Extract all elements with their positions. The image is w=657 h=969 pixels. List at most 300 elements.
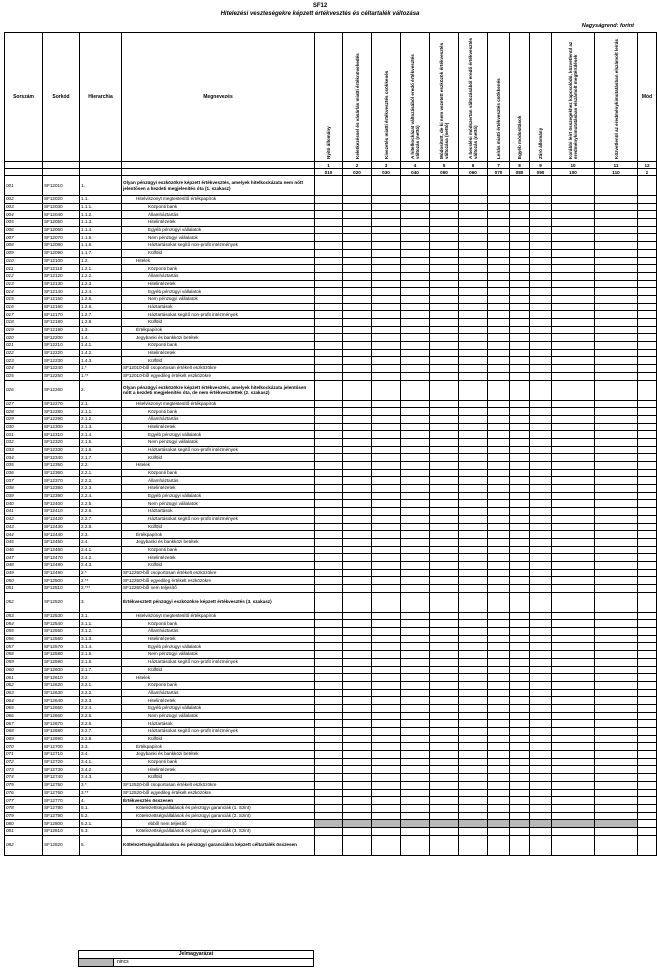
value-cell[interactable] [459,454,488,462]
value-cell[interactable] [595,735,638,743]
value-cell[interactable] [315,577,343,585]
value-cell[interactable] [315,735,343,743]
value-cell[interactable] [401,203,430,211]
value-cell[interactable] [488,585,510,593]
value-cell[interactable] [530,334,552,342]
value-cell[interactable] [430,446,459,454]
value-cell[interactable] [315,635,343,643]
value-cell[interactable] [595,492,638,500]
value-cell[interactable] [372,319,401,327]
value-cell[interactable] [595,477,638,485]
value-cell[interactable] [459,280,488,288]
value-cell[interactable] [595,720,638,728]
value-cell[interactable] [530,400,552,408]
value-cell[interactable] [343,569,372,577]
value-cell[interactable] [343,666,372,674]
value-cell[interactable] [638,643,657,651]
value-cell[interactable] [530,720,552,728]
value-cell[interactable] [401,295,430,303]
value-cell[interactable] [372,735,401,743]
value-cell[interactable] [510,265,530,273]
value-cell[interactable] [315,569,343,577]
value-cell[interactable] [459,628,488,636]
value-cell[interactable] [459,311,488,319]
value-cell[interactable] [343,774,372,782]
value-cell[interactable] [510,462,530,470]
value-cell[interactable] [595,203,638,211]
value-cell[interactable] [315,372,343,380]
value-cell[interactable] [510,176,530,196]
value-cell[interactable] [530,554,552,562]
value-cell[interactable] [530,454,552,462]
value-cell[interactable] [530,592,552,612]
value-cell[interactable] [552,569,595,577]
value-cell[interactable] [530,658,552,666]
value-cell[interactable] [552,303,595,311]
value-cell[interactable] [459,797,488,805]
value-cell[interactable] [401,561,430,569]
value-cell[interactable] [372,176,401,196]
value-cell[interactable] [488,697,510,705]
value-cell[interactable] [638,334,657,342]
value-cell[interactable] [638,720,657,728]
value-cell[interactable] [372,658,401,666]
value-cell[interactable] [343,272,372,280]
value-cell[interactable] [530,620,552,628]
value-cell[interactable] [372,766,401,774]
value-cell[interactable] [488,380,510,400]
value-cell[interactable] [530,319,552,327]
value-cell[interactable] [430,219,459,227]
value-cell[interactable] [430,569,459,577]
value-cell[interactable] [430,704,459,712]
value-cell[interactable] [595,835,638,855]
value-cell[interactable] [530,766,552,774]
value-cell[interactable] [595,423,638,431]
value-cell[interactable] [401,577,430,585]
value-cell[interactable] [372,585,401,593]
value-cell[interactable] [430,242,459,250]
value-cell[interactable] [372,538,401,546]
value-cell[interactable] [595,704,638,712]
value-cell[interactable] [430,628,459,636]
value-cell[interactable] [552,326,595,334]
value-cell[interactable] [401,423,430,431]
value-cell[interactable] [430,592,459,612]
value-cell[interactable] [638,592,657,612]
value-cell[interactable] [401,500,430,508]
value-cell[interactable] [488,720,510,728]
value-cell[interactable] [510,349,530,357]
value-cell[interactable] [488,211,510,219]
value-cell[interactable] [595,462,638,470]
value-cell[interactable] [459,523,488,531]
value-cell[interactable] [510,743,530,751]
value-cell[interactable] [343,697,372,705]
value-cell[interactable] [488,280,510,288]
value-cell[interactable] [315,835,343,855]
value-cell[interactable] [430,620,459,628]
value-cell[interactable] [343,400,372,408]
value-cell[interactable] [595,789,638,797]
value-cell[interactable] [530,265,552,273]
value-cell[interactable] [488,538,510,546]
value-cell[interactable] [372,681,401,689]
value-cell[interactable] [401,265,430,273]
value-cell[interactable] [315,272,343,280]
value-cell[interactable] [372,280,401,288]
value-cell[interactable] [459,735,488,743]
value-cell[interactable] [459,380,488,400]
value-cell[interactable] [510,303,530,311]
value-cell[interactable] [638,485,657,493]
value-cell[interactable] [510,758,530,766]
value-cell[interactable] [552,689,595,697]
value-cell[interactable] [430,400,459,408]
value-cell[interactable] [552,462,595,470]
value-cell[interactable] [530,666,552,674]
value-cell[interactable] [510,295,530,303]
value-cell[interactable] [595,569,638,577]
value-cell[interactable] [459,500,488,508]
value-cell[interactable] [430,804,459,812]
value-cell[interactable] [315,400,343,408]
value-cell[interactable] [488,561,510,569]
value-cell[interactable] [315,585,343,593]
value-cell[interactable] [372,446,401,454]
value-cell[interactable] [315,712,343,720]
value-cell[interactable] [430,538,459,546]
value-cell[interactable] [430,758,459,766]
value-cell[interactable] [343,797,372,805]
value-cell[interactable] [595,689,638,697]
value-cell[interactable] [401,446,430,454]
value-cell[interactable] [401,515,430,523]
value-cell[interactable] [530,462,552,470]
value-cell[interactable] [372,303,401,311]
value-cell[interactable] [315,319,343,327]
value-cell[interactable] [372,554,401,562]
value-cell[interactable] [315,728,343,736]
value-cell[interactable] [401,704,430,712]
value-cell[interactable] [401,820,430,828]
value-cell[interactable] [430,492,459,500]
value-cell[interactable] [459,423,488,431]
value-cell[interactable] [510,728,530,736]
value-cell[interactable] [343,342,372,350]
value-cell[interactable] [488,651,510,659]
value-cell[interactable] [372,492,401,500]
value-cell[interactable] [372,751,401,759]
value-cell[interactable] [530,728,552,736]
value-cell[interactable] [530,311,552,319]
value-cell[interactable] [343,446,372,454]
value-cell[interactable] [372,454,401,462]
value-cell[interactable] [401,523,430,531]
value-cell[interactable] [638,666,657,674]
value-cell[interactable] [372,415,401,423]
value-cell[interactable] [343,735,372,743]
value-cell[interactable] [372,400,401,408]
value-cell[interactable] [595,712,638,720]
value-cell[interactable] [430,728,459,736]
value-cell[interactable] [510,203,530,211]
value-cell[interactable] [372,211,401,219]
value-cell[interactable] [638,697,657,705]
value-cell[interactable] [459,720,488,728]
value-cell[interactable] [372,531,401,539]
value-cell[interactable] [315,469,343,477]
value-cell[interactable] [552,242,595,250]
value-cell[interactable] [430,311,459,319]
value-cell[interactable] [488,485,510,493]
value-cell[interactable] [372,820,401,828]
value-cell[interactable] [459,408,488,416]
value-cell[interactable] [401,835,430,855]
value-cell[interactable] [552,758,595,766]
value-cell[interactable] [595,242,638,250]
value-cell[interactable] [343,357,372,365]
value-cell[interactable] [638,500,657,508]
value-cell[interactable] [488,612,510,620]
value-cell[interactable] [638,569,657,577]
value-cell[interactable] [430,408,459,416]
value-cell[interactable] [552,561,595,569]
value-cell[interactable] [430,789,459,797]
value-cell[interactable] [430,666,459,674]
value-cell[interactable] [488,643,510,651]
value-cell[interactable] [430,176,459,196]
value-cell[interactable] [315,176,343,196]
value-cell[interactable] [372,196,401,204]
value-cell[interactable] [315,485,343,493]
value-cell[interactable] [372,628,401,636]
value-cell[interactable] [638,758,657,766]
value-cell[interactable] [315,774,343,782]
value-cell[interactable] [530,804,552,812]
value-cell[interactable] [372,249,401,257]
value-cell[interactable] [315,265,343,273]
value-cell[interactable] [372,203,401,211]
value-cell[interactable] [638,789,657,797]
value-cell[interactable] [430,234,459,242]
value-cell[interactable] [552,334,595,342]
value-cell[interactable] [488,311,510,319]
value-cell[interactable] [552,546,595,554]
value-cell[interactable] [315,357,343,365]
value-cell[interactable] [552,628,595,636]
value-cell[interactable] [372,620,401,628]
value-cell[interactable] [488,658,510,666]
value-cell[interactable] [315,781,343,789]
value-cell[interactable] [401,400,430,408]
value-cell[interactable] [343,295,372,303]
value-cell[interactable] [315,538,343,546]
value-cell[interactable] [638,523,657,531]
value-cell[interactable] [488,462,510,470]
value-cell[interactable] [488,242,510,250]
value-cell[interactable] [343,203,372,211]
value-cell[interactable] [552,477,595,485]
value-cell[interactable] [372,515,401,523]
value-cell[interactable] [510,628,530,636]
value-cell[interactable] [488,295,510,303]
value-cell[interactable] [530,651,552,659]
value-cell[interactable] [401,643,430,651]
value-cell[interactable] [638,766,657,774]
value-cell[interactable] [372,265,401,273]
value-cell[interactable] [530,211,552,219]
value-cell[interactable] [459,781,488,789]
value-cell[interactable] [315,423,343,431]
value-cell[interactable] [488,303,510,311]
value-cell[interactable] [343,477,372,485]
value-cell[interactable] [315,651,343,659]
value-cell[interactable] [638,658,657,666]
value-cell[interactable] [488,789,510,797]
value-cell[interactable] [595,804,638,812]
value-cell[interactable] [638,219,657,227]
value-cell[interactable] [401,697,430,705]
value-cell[interactable] [315,203,343,211]
value-cell[interactable] [510,774,530,782]
value-cell[interactable] [552,658,595,666]
value-cell[interactable] [430,257,459,265]
value-cell[interactable] [638,226,657,234]
value-cell[interactable] [343,249,372,257]
value-cell[interactable] [552,311,595,319]
value-cell[interactable] [315,326,343,334]
value-cell[interactable] [459,334,488,342]
value-cell[interactable] [430,523,459,531]
value-cell[interactable] [510,211,530,219]
value-cell[interactable] [488,431,510,439]
value-cell[interactable] [315,454,343,462]
value-cell[interactable] [638,211,657,219]
value-cell[interactable] [595,380,638,400]
value-cell[interactable] [510,720,530,728]
value-cell[interactable] [552,681,595,689]
value-cell[interactable] [595,546,638,554]
value-cell[interactable] [343,326,372,334]
value-cell[interactable] [459,612,488,620]
value-cell[interactable] [401,454,430,462]
value-cell[interactable] [552,728,595,736]
value-cell[interactable] [638,196,657,204]
value-cell[interactable] [595,561,638,569]
value-cell[interactable] [510,712,530,720]
value-cell[interactable] [510,438,530,446]
value-cell[interactable] [638,288,657,296]
value-cell[interactable] [401,219,430,227]
value-cell[interactable] [530,812,552,820]
value-cell[interactable] [510,477,530,485]
value-cell[interactable] [510,658,530,666]
value-cell[interactable] [459,592,488,612]
value-cell[interactable] [510,569,530,577]
value-cell[interactable] [530,280,552,288]
value-cell[interactable] [343,720,372,728]
value-cell[interactable] [510,319,530,327]
value-cell[interactable] [343,835,372,855]
value-cell[interactable] [315,196,343,204]
value-cell[interactable] [530,492,552,500]
value-cell[interactable] [638,249,657,257]
value-cell[interactable] [595,666,638,674]
value-cell[interactable] [530,531,552,539]
value-cell[interactable] [315,751,343,759]
value-cell[interactable] [488,820,510,828]
value-cell[interactable] [372,219,401,227]
value-cell[interactable] [343,704,372,712]
value-cell[interactable] [510,257,530,265]
value-cell[interactable] [401,666,430,674]
value-cell[interactable] [595,508,638,516]
value-cell[interactable] [343,674,372,682]
value-cell[interactable] [430,827,459,835]
value-cell[interactable] [343,334,372,342]
value-cell[interactable] [488,500,510,508]
value-cell[interactable] [595,774,638,782]
value-cell[interactable] [552,219,595,227]
value-cell[interactable] [315,242,343,250]
value-cell[interactable] [488,728,510,736]
value-cell[interactable] [459,651,488,659]
value-cell[interactable] [488,342,510,350]
value-cell[interactable] [372,635,401,643]
value-cell[interactable] [595,365,638,373]
value-cell[interactable] [401,408,430,416]
value-cell[interactable] [530,674,552,682]
value-cell[interactable] [530,380,552,400]
value-cell[interactable] [459,758,488,766]
value-cell[interactable] [552,295,595,303]
value-cell[interactable] [459,295,488,303]
value-cell[interactable] [343,234,372,242]
value-cell[interactable] [401,651,430,659]
value-cell[interactable] [372,577,401,585]
value-cell[interactable] [552,485,595,493]
value-cell[interactable] [401,620,430,628]
value-cell[interactable] [430,462,459,470]
value-cell[interactable] [372,326,401,334]
value-cell[interactable] [510,620,530,628]
value-cell[interactable] [343,485,372,493]
value-cell[interactable] [530,438,552,446]
value-cell[interactable] [552,531,595,539]
value-cell[interactable] [488,751,510,759]
value-cell[interactable] [372,357,401,365]
value-cell[interactable] [372,469,401,477]
value-cell[interactable] [552,635,595,643]
value-cell[interactable] [638,349,657,357]
value-cell[interactable] [459,349,488,357]
value-cell[interactable] [595,334,638,342]
value-cell[interactable] [315,226,343,234]
value-cell[interactable] [315,681,343,689]
value-cell[interactable] [595,349,638,357]
value-cell[interactable] [372,789,401,797]
value-cell[interactable] [372,272,401,280]
value-cell[interactable] [459,272,488,280]
value-cell[interactable] [638,546,657,554]
value-cell[interactable] [510,666,530,674]
value-cell[interactable] [488,408,510,416]
value-cell[interactable] [401,311,430,319]
value-cell[interactable] [552,380,595,400]
value-cell[interactable] [530,249,552,257]
value-cell[interactable] [552,288,595,296]
